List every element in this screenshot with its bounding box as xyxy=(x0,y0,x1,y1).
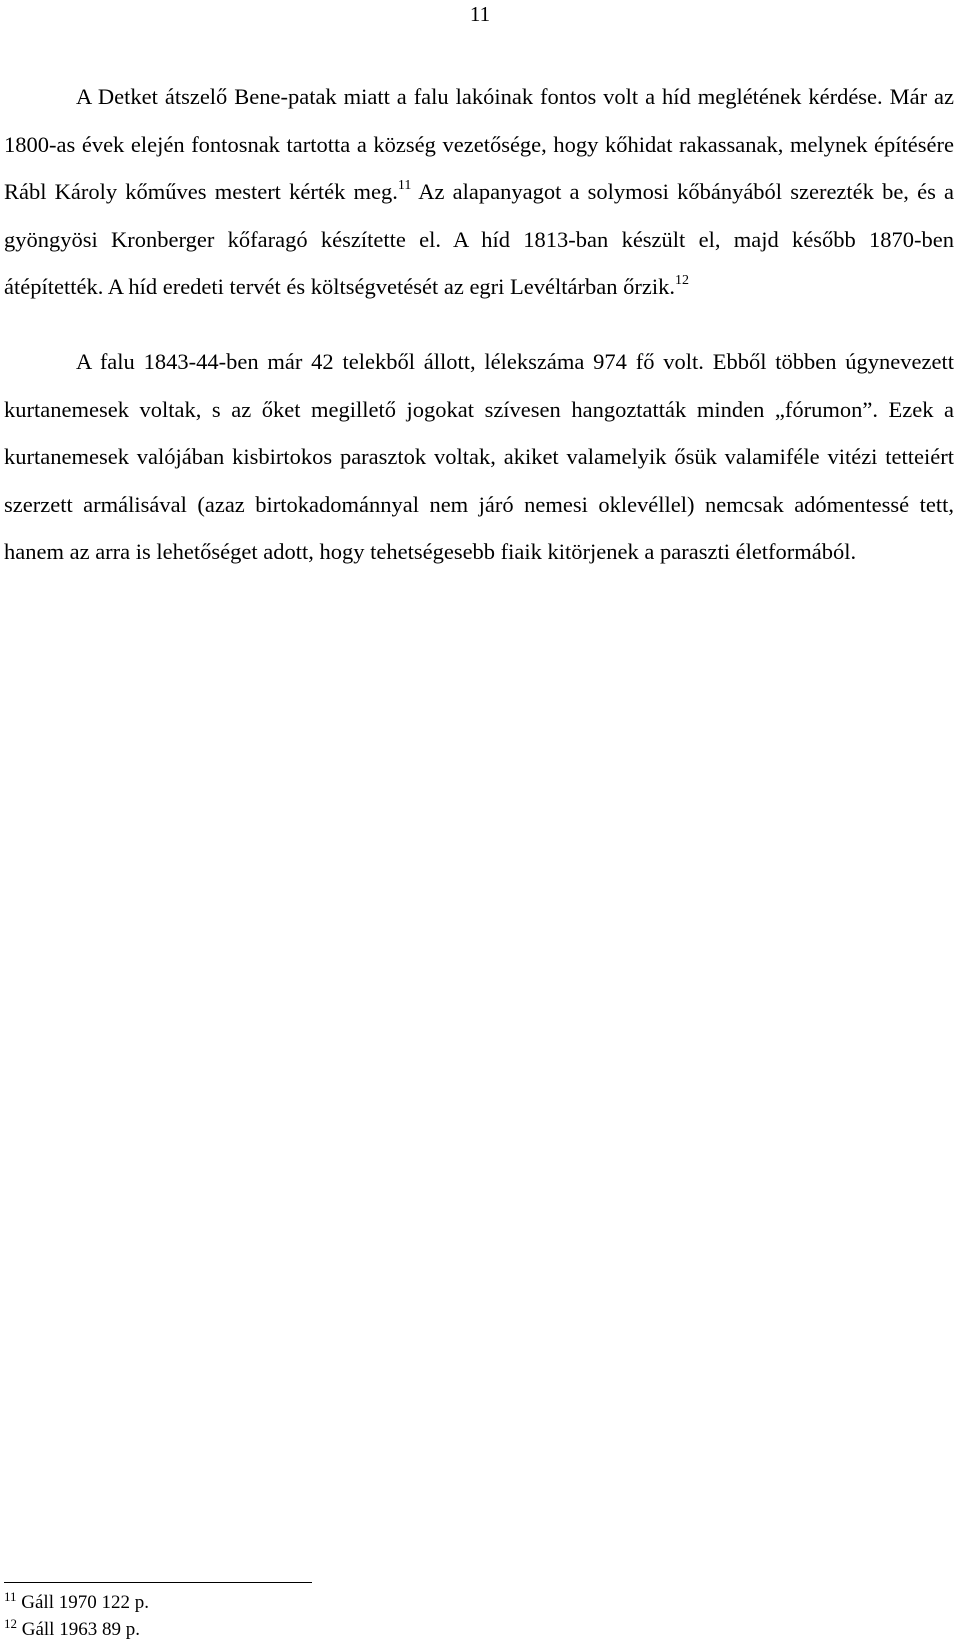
footnote-text: Gáll 1963 89 p. xyxy=(21,1619,140,1640)
footnote-number: 11 xyxy=(4,1589,17,1604)
footnote-ref-11[interactable]: 11 xyxy=(397,178,412,194)
footnote-11 xyxy=(4,1589,604,1616)
paragraph-bridge xyxy=(4,73,954,311)
footnote-ref-12[interactable]: 12 xyxy=(674,273,689,289)
footnotes xyxy=(4,1589,604,1643)
paragraph-village: A falu 1843-44-ben már 42 telekből állott, lélekszáma 974 fő volt. Ebből többen úgynevezett kurtanemesek voltak, s az őket megillető jogokat szívesen hangoztatták minden „fórumon”. Ezek a kurtanemesek valójában kisbirtokos parasztok voltak, akiket valamelyik ősük valamiféle vitézi tetteiért szerzett armálisával (azaz birtokadománnyal nem járó nemesi oklevéllel) nemcsak adómentessé tett, hanem az arra is lehetőséget adott, hogy tehetségesebb fiaik kitörjenek a paraszti életformából. xyxy=(4,348,954,565)
footnote-12 xyxy=(4,1616,604,1643)
footnote-text: Gáll 1970 122 p. xyxy=(21,1592,149,1613)
paragraph-bridge-text-2: Az alapanyagot a solymosi kőbányából szerezték be, és a gyöngyösi Kronberger kőfaragó készítette el. A híd 1813-ban készült el, majd később 1870-ben átépítették. A híd eredeti tervét és költségvetését az egri Levéltárban őrzik. xyxy=(4,179,954,300)
body-text xyxy=(4,73,954,576)
paragraph-bridge-text-1: A Detket átszelő Bene-patak miatt a falu lakóinak fontos volt a híd meglétének kérdése. Már az 1800-as évek elején fontosnak tartotta a község vezetősége, hogy kőhidat rakassanak, melynek építésére Rábl Károly kőműves mestert kérték meg. xyxy=(4,84,954,205)
page-number: 11 xyxy=(469,2,491,26)
footnote-separator xyxy=(4,1582,312,1583)
footnote-number: 12 xyxy=(4,1616,17,1631)
